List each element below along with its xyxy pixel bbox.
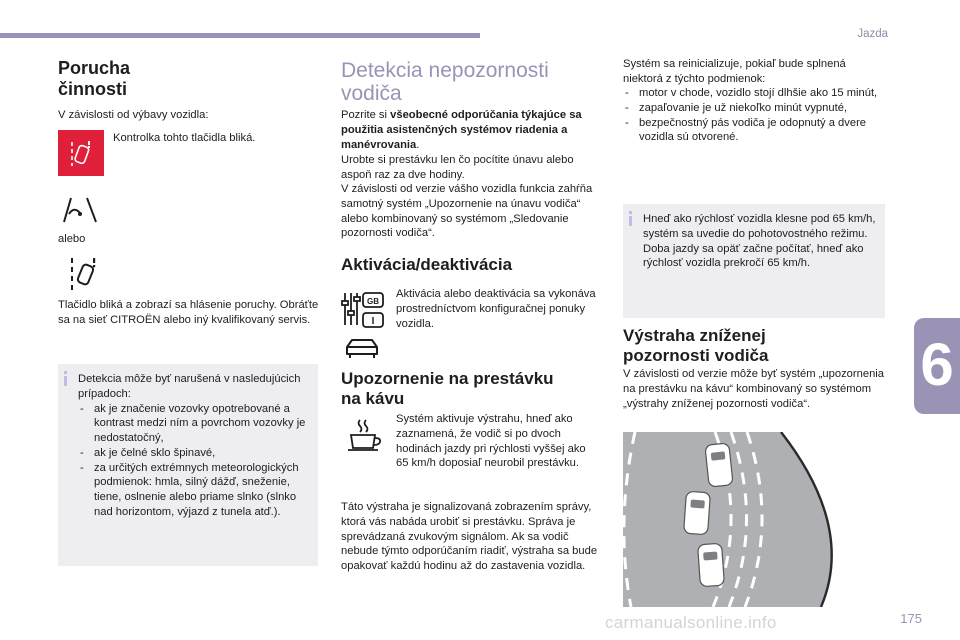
list-item: - motor v chode, vozidlo stojí dlhšie ako 15 minút,	[623, 86, 885, 101]
or-label: alebo	[58, 233, 86, 245]
fault-after-text: Tlačidlo bliká a zobrazí sa hlásenie poruchy. Obráťte sa na sieť CITROËN alebo iný kvalifikovaný servis.	[58, 299, 319, 326]
settings-menu-icon	[340, 291, 386, 329]
lane-car-icon	[66, 256, 102, 292]
reset-intro: Systém sa reinicializuje, pokiaľ bude splnená niektorá z týchto podmienok:	[623, 58, 846, 85]
break-heading: Upozornenie na prestávku na kávu	[341, 369, 554, 408]
detection-p1: Pozrite si všeobecné odporúčania týkajúce sa použitia asistenčných systémov riadenia a manévrovania.	[341, 109, 582, 151]
standby-note-text: Hneď ako rýchlosť vozidla klesne pod 65 km/h, systém sa uvedie do pohotovostného režimu. Doba jazdy sa opäť začne počítať, hneď ako rýchlosť vozidla prekročí 65 km/h.	[643, 213, 876, 270]
detection-p3: V závislosti od verzie vášho vozidla funkcia zahŕňa samotný systém „Upozornenie na únavu vodiča“ alebo kombinovaný so systémom „Sledovanie pozornosti vodiča“.	[341, 183, 593, 240]
break-final-text: Táto výstraha je signalizovaná zobrazením správy, ktorá vás nabáda urobiť si prestávku. Správa je sprevádzaná zvukovým signálom. Ak sa vodič nebude týmto odporúčaním riadiť, výstraha sa bude opakovať každú hodinu až do zastavenia vozidla.	[341, 501, 598, 573]
standby-note	[623, 204, 885, 318]
detection-p2: Urobte si prestávku len čo pocítite únavu alebo aspoň raz za dve hodiny.	[341, 154, 574, 181]
detection-title: Detekcia nepozornosti vodiča	[341, 59, 549, 106]
activation-heading: Aktivácia/deaktivácia	[341, 255, 513, 274]
page-number: 175	[900, 611, 922, 626]
list-item: - zapaľovanie je už niekoľko minút vypnuté,	[623, 101, 885, 116]
list-item: - za určitých extrémnych meteorologických podmienok: hmla, silný dážď, sneženie, tiene, oslnenie alebo priame slnko (slnko nad horizontom, výjazd z tunela atď.).	[78, 461, 310, 520]
svg-text:I: I	[371, 316, 375, 327]
info-icon	[64, 371, 67, 385]
fault-note-text	[78, 372, 310, 520]
fault-title: Porucha činnosti	[58, 58, 131, 99]
reduced-attention-text: V závislosti od verzie môže byť systém „upozornenia na prestávku na kávu“ kombinovaný so systémom „výstrahy zníženej pozornosti vodiča“.	[623, 368, 884, 410]
lane-lines-icon	[62, 196, 98, 224]
list-item: - bezpečnostný pás vodiča je odopnutý a dvere vozidla sú otvorené.	[623, 116, 885, 146]
reset-list	[623, 86, 885, 145]
header-accent-bar	[0, 33, 480, 38]
coffee-cup-icon	[346, 418, 384, 452]
lane-warning-button-icon	[58, 130, 104, 176]
chapter-tab	[914, 318, 960, 414]
list-item: - ak je čelné sklo špinavé,	[78, 446, 310, 461]
fault-note-intro: Detekcia môže byť narušená v nasledujúcich prípadoch:	[78, 373, 301, 400]
svg-text:GB: GB	[367, 297, 379, 306]
warning-light-text: Kontrolka tohto tlačidla bliká.	[113, 132, 256, 144]
fault-note-list	[78, 402, 310, 520]
break-text: Systém aktivuje výstrahu, hneď ako zaznamená, že vodič si po dvoch hodinách jazdy pri rýchlosti vyššej ako 65 km/h doposiaľ neurobil prestávku.	[396, 413, 586, 470]
fault-note	[58, 364, 318, 566]
fault-intro: V závislosti od výbavy vozidla:	[58, 109, 209, 121]
section-label: Jazda	[857, 28, 888, 40]
road-illustration	[623, 432, 885, 607]
list-item: - ak je značenie vozovky opotrebované a kontrast medzi ním a povrchom vozovky je nedostatočný,	[78, 402, 310, 446]
info-icon	[629, 211, 632, 225]
activation-text: Aktivácia alebo deaktivácia sa vykonáva prostredníctvom konfiguračnej ponuky vozidla.	[396, 288, 596, 330]
chapter-number: 6	[920, 331, 954, 398]
reduced-attention-heading: Výstraha zníženej pozornosti vodiča	[623, 326, 769, 365]
watermark: carmanualsonline.info	[605, 613, 777, 632]
car-outline-icon	[344, 336, 380, 360]
